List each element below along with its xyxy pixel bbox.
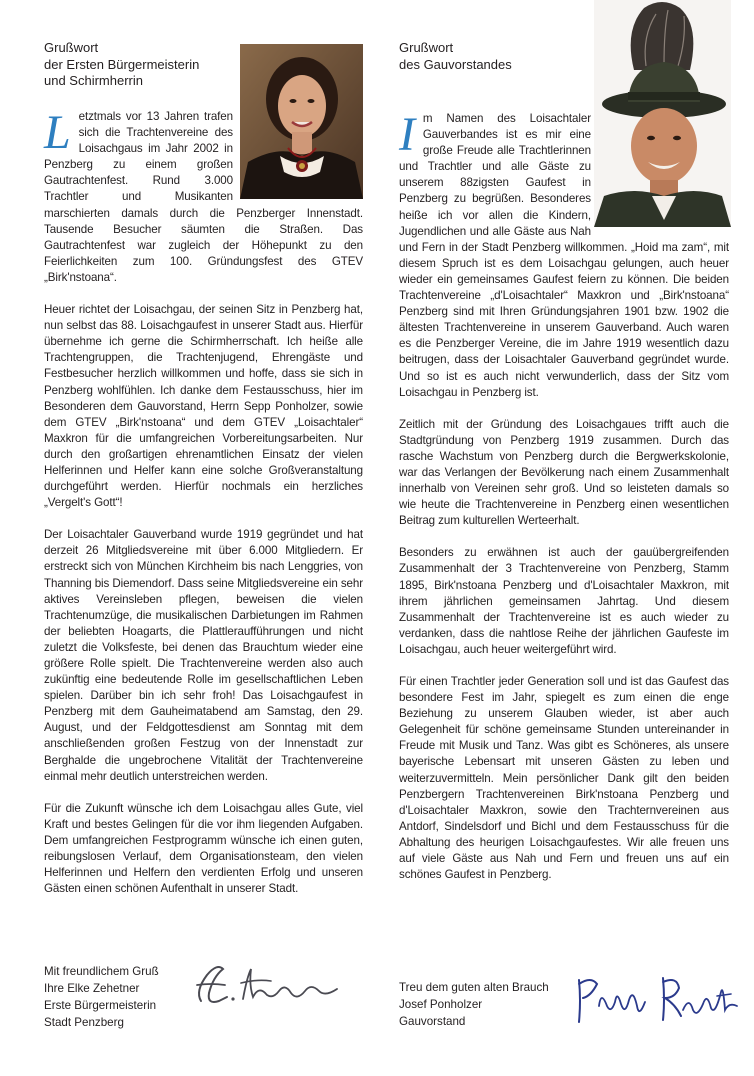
- right-paragraph-2: Zeitlich mit der Gründung des Loisachgaues trifft auch die Stadtgründung von Penzberg 1919 zusammen. Durch das rasche Wachstum von Penzberg durch die Bergwerkskolonie, war das Verlangen der Bevölkerung nach einem Zusammenhalt innerhalb von Vereinen sehr groß. Und so leisteten damals so wie heute die Trachtenvereine in Penzberg einen wesentlichen Beitrag zum kulturellen Werteerhalt.: [399, 417, 729, 528]
- left-heading-line-3: und Schirmherrin: [44, 73, 143, 88]
- right-paragraph-3: Besonders zu erwähnen ist auch der gauübergreifenden Zusammenhalt der 3 Trachtenvereine von Penzberg, Stamm 1895, Birk'nstoana Penzberg und d'Loisachtaler Maxkron, mit ihrem jährlichen gemeinsamen Jahrtag. Und diesem Zusammenhalt der Trachtenvereine ist es auch wieder zu verdanken, dass die nahtlose Reihe der jährlichen Gaufeste im Loisachgau, auch heuer weitergeführt wird.: [399, 546, 729, 656]
- gauvorstand-signature: [571, 966, 741, 1032]
- left-closing-line-1: Mit freundlichem Gruß: [44, 965, 159, 978]
- left-body-text: [44, 106, 363, 913]
- left-heading-line-2: der Ersten Bürgermeisterin: [44, 56, 200, 72]
- left-paragraph-3: Der Loisachtaler Gauverband wurde 1919 gegründet und hat derzeit 26 Mitgliedsvereine mit über 6.000 Mitgliedern. Er erstreckt sich von München Kirchheim bis nach Lenggries, von Thanning bis Diemendorf. Dass seine Mitgliedsvereine ein sehr aktives Vereinsleben pflegen, beweisen die vielen Trachtenumzüge, die musikalischen Darbietungen im Rahmen der beliebten Hoagarts, die Plattleraufführungen und nicht zuletzt die Volksfeste, bei denen das Brauchtum wieder eine größere Rolle spielt. Die Trachtenvereine werden also auch zukünftig eine bedeutende Rolle im gesellschaftlichen Leben spielen. Darüber bin ich sehr froh! Das Loisachgaufest in Penzberg mit dem Gauheimatabend am Samstag, den 29. August, und der Feldgottesdienst am Sonntag mit dem anschließenden großen Festzug von der Innenstadt zur Berghalde die ungebrochene Vitalität der Trachtenvereine einmal mehr deutlich unterstreichen werden.: [44, 528, 363, 783]
- right-heading-line-2: des Gauvorstandes: [399, 56, 512, 72]
- right-body-text: [399, 108, 729, 899]
- right-closing: [399, 979, 549, 1030]
- right-closing-line-1: Treu dem guten alten Brauch: [399, 981, 549, 994]
- right-heading-line-1: Grußwort: [399, 40, 454, 55]
- right-paragraph-4: Für einen Trachtler jeder Generation soll und ist das Gaufest das besondere Fest im Jahr, spiegelt es zum einen die enge Beziehung zu unserem Glauben wieder, ist aber auch Gelegenheit für schöne gemeinsame Stunden untereinander in Freude mit Musik und Tanz. Was gibt es Schöneres, als unsere bayerische Lebensart mit unseren Gästen zu leben und weiterzuvermitteln. Mein persönlicher Dank gilt den beiden Penzbergern Trachtenvereinen Birk'nstoana Penzberg und d'Loisachtaler Maxkron, sowie den Trachternvereinen aus Antdorf, Sindelsdorf und Bichl und dem Festausschuss für die Abhaltung des heurigen Loisachgaufestes. Wir alle freuen uns auf viele Gäste aus Nah und Fern und freuen uns auf ein schönes Gaufest in Penzberg.: [399, 675, 729, 882]
- right-closing-line-3: Gauvorstand: [399, 1015, 466, 1028]
- left-dropcap: L: [44, 106, 71, 159]
- mayor-signature: [187, 955, 357, 1015]
- left-heading: [44, 40, 199, 90]
- right-paragraph-1: Im Namen des Loisachtaler Gauverbandes ist es mir eine große Freude alle Trachtlerinnen und Trachtler und alle Gäste zu unserem 88zigsten Gaufest in Penzberg zu begrüßen. Besonderes heiße ich vor allen die Kindern, Jugendlichen und alle Gäste aus Nah und Fern in der Stadt Penzberg willkommen. „Hoid ma zam“, mit diesem Spruch ist es dem Loisachgau gelungen, auch heuer wieder ein gemeinsames Gaufest feiern zu können. Die beiden Trachtenvereine „d'Loisachtaler“ Maxkron und „Birk'nstoana“ Penzberg sind mit Ihren Gründungsjahren 1901 bzw. 1902 die ältesten Trachtenvereine in unserem Gauverband. Auch waren es die Penzberger Vereine, die im Jahre 1919 wesentlich dazu beitrugen, dass der Loisachtaler Gauverband gegründet wurde. Und so ist es auch nicht verwunderlich, dass der Sitz vom Loisachgau in Penzberg ist.: [399, 108, 729, 399]
- right-closing-line-2: Josef Ponholzer: [399, 998, 483, 1011]
- left-paragraph-4: Für die Zukunft wünsche ich dem Loisachgau alles Gute, viel Kraft und bestes Gelingen für die vor ihm liegenden Aufgaben. Dem umfangreichen Festprogramm wünsche ich einen guten, reibungslosen Verlauf, dem Organisationsteam, den vielen Helferinnen und Helfern den verdienten Erfolg und unseren Gästen einen schönen Aufenthalt in unserer Stadt.: [44, 801, 363, 896]
- left-paragraph-1: Letztmals vor 13 Jahren trafen sich die Trachtenvereine des Loisachgaus im Jahr 2002 in Penzberg zu einem großen Gautrachtenfest. Rund 3.000 Trachtler und Musikanten marschierten damals durch die Penzberger Innenstadt. Tausende Besucher säumten die Straßen. Das Gautrachtenfest war zugleich der Höhepunkt zu den Feierlichkeiten zum 100. Gründungsfest des GTEV „Birk'nstoana“.: [44, 106, 363, 284]
- left-paragraph-2: Heuer richtet der Loisachgau, der seinen Sitz in Penzberg hat, nun selbst das 88. Loisachgaufest in unserer Stadt aus. Hierfür übernehme ich gerne die Schirmherrschaft. Ich heiße alle Trachtengruppen, die Trachtenjugend, Ehrengäste und Festbesucher herzlich willkommen und hoffe, dass sie sich in Penzberg wohlfühlen. Ich danke dem Festausschuss, hier im Besonderen dem Gauvorstand, Herrn Sepp Ponholzer, sowie dem GTEV „Birk'nstoana“ und dem GTEV „Loisachtaler“ Maxkron für die umfangreichen Vorbereitungsarbeiten. Nur durch den großartigen ehrenamtlichen Einsatz der vielen Helferinnen und Helfer kann eine solche Großveranstaltung durchgeführt werden. Hierfür nochmals ein herzliches „Vergelt's Gott“!: [44, 303, 363, 510]
- left-closing-line-3: Erste Bürgermeisterin: [44, 999, 157, 1012]
- right-heading: [399, 40, 512, 73]
- right-dropcap: I: [399, 108, 415, 161]
- left-closing: [44, 963, 159, 1031]
- left-heading-line-1: Grußwort: [44, 40, 99, 55]
- left-closing-line-4: Stadt Penzberg: [44, 1016, 124, 1029]
- left-closing-line-2: Ihre Elke Zehetner: [44, 982, 140, 995]
